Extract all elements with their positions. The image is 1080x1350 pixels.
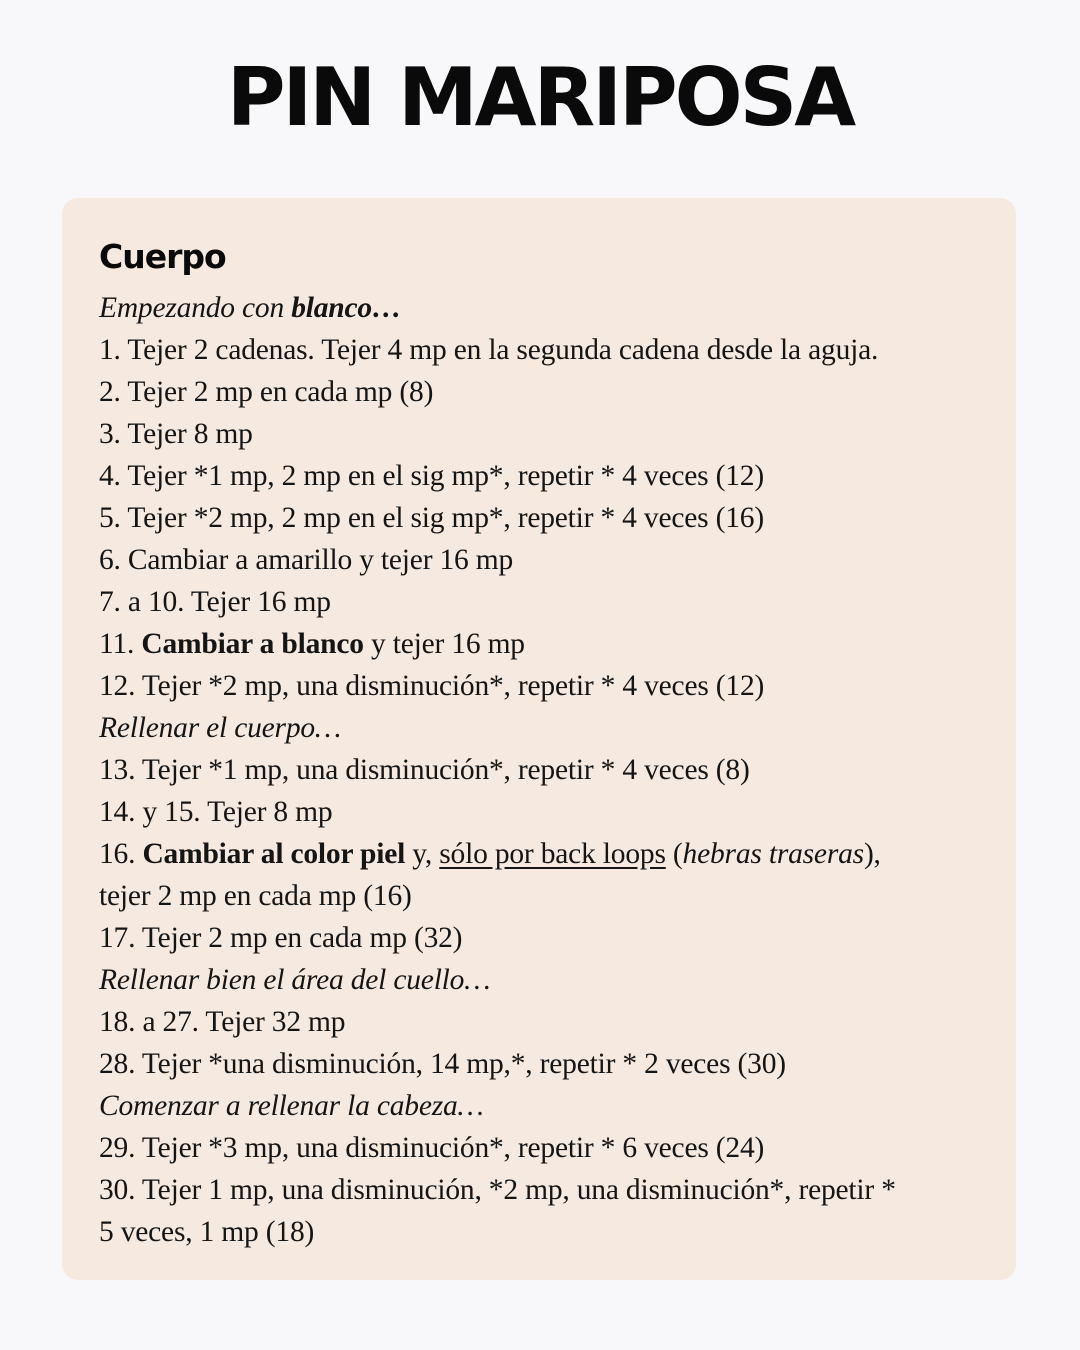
- section-heading: Cuerpo: [99, 237, 226, 276]
- round-28: 28. Tejer *una disminución, 14 mp,*, repetir * 2 veces (30): [99, 1048, 786, 1080]
- round-7-10: 7. a 10. Tejer 16 mp: [99, 586, 331, 618]
- round-2: 2. Tejer 2 mp en cada mp (8): [99, 376, 434, 408]
- round-6: 6. Cambiar a amarillo y tejer 16 mp: [99, 544, 514, 576]
- pattern-instructions: [99, 287, 1016, 1253]
- round-17: 17. Tejer 2 mp en cada mp (32): [99, 922, 463, 954]
- stuffing-note-neck: Rellenar bien el área del cuello…: [99, 964, 491, 996]
- round-1: 1. Tejer 2 cadenas. Tejer 4 mp en la segunda cadena desde la aguja.: [99, 334, 879, 366]
- round-16-continued: tejer 2 mp en cada mp (16): [99, 880, 412, 912]
- round-16: 16. Cambiar al color piel y, sólo por back loops (hebras traseras),: [99, 838, 881, 870]
- stuffing-note-head: Comenzar a rellenar la cabeza…: [99, 1090, 484, 1122]
- page-title: PIN MARIPOSA: [226, 51, 854, 144]
- round-30-continued: 5 veces, 1 mp (18): [99, 1216, 315, 1248]
- round-4: 4. Tejer *1 mp, 2 mp en el sig mp*, repetir * 4 veces (12): [99, 460, 764, 492]
- round-29: 29. Tejer *3 mp, una disminución*, repetir * 6 veces (24): [99, 1132, 765, 1164]
- pattern-card: [62, 198, 1016, 1280]
- stuffing-note-body: Rellenar el cuerpo…: [99, 712, 341, 744]
- intro-color: blanco…: [291, 292, 402, 324]
- round-11: 11. Cambiar a blanco y tejer 16 mp: [99, 628, 525, 660]
- round-18-27: 18. a 27. Tejer 32 mp: [99, 1006, 346, 1038]
- round-30: 30. Tejer 1 mp, una disminución, *2 mp, una disminución*, repetir *: [99, 1174, 896, 1206]
- round-13: 13. Tejer *1 mp, una disminución*, repetir * 4 veces (8): [99, 754, 750, 786]
- round-14-15: 14. y 15. Tejer 8 mp: [99, 796, 333, 828]
- intro-note: Empezando con blanco…: [99, 292, 402, 324]
- round-5: 5. Tejer *2 mp, 2 mp en el sig mp*, repetir * 4 veces (16): [99, 502, 764, 534]
- round-3: 3. Tejer 8 mp: [99, 418, 253, 450]
- round-12: 12. Tejer *2 mp, una disminución*, repetir * 4 veces (12): [99, 670, 765, 702]
